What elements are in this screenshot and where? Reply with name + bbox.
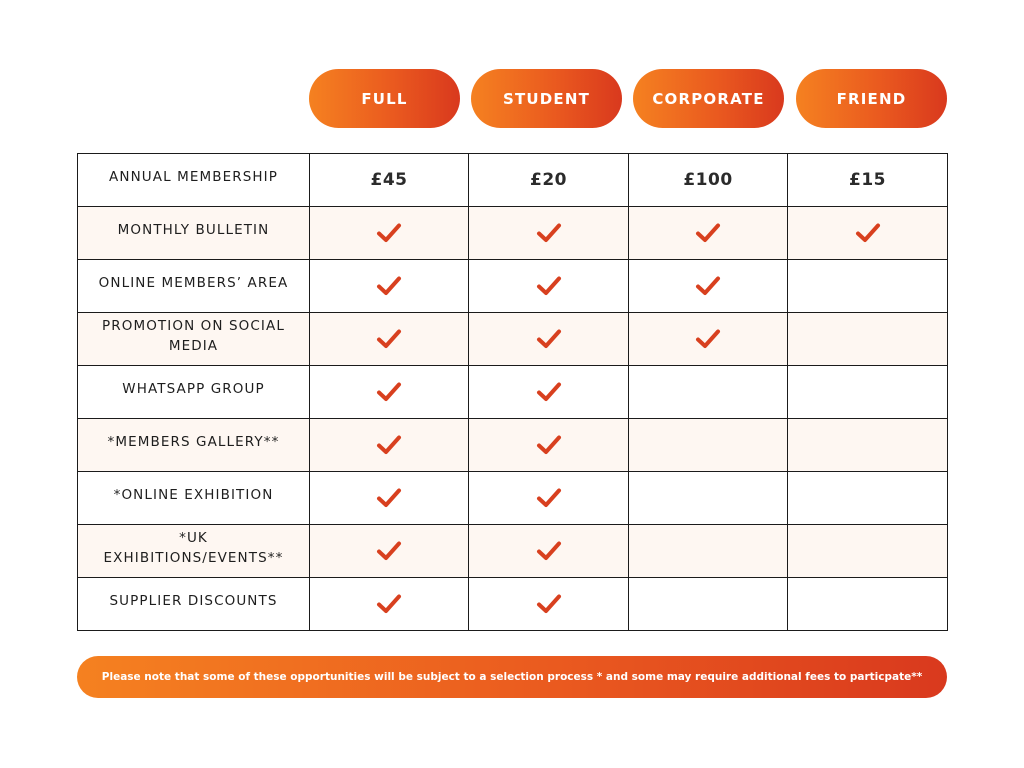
checkmark-icon — [695, 275, 721, 297]
benefit-cell-student — [469, 313, 629, 366]
checkmark-icon — [376, 540, 402, 562]
footnote-bar — [77, 656, 947, 698]
benefit-cell-student — [469, 525, 629, 578]
benefit-cell-corporate — [629, 419, 788, 472]
benefit-cell-full — [310, 313, 469, 366]
benefit-cell-student — [469, 578, 629, 631]
benefit-cell-friend — [788, 366, 948, 419]
benefit-row — [78, 419, 948, 472]
price-cell-corporate — [629, 154, 788, 207]
checkmark-icon — [536, 540, 562, 562]
benefit-cell-friend — [788, 419, 948, 472]
benefit-cell-friend — [788, 578, 948, 631]
benefit-cell-full — [310, 419, 469, 472]
benefit-row — [78, 366, 948, 419]
benefit-cell-corporate — [629, 578, 788, 631]
benefit-label: WHATSAPP GROUP — [122, 381, 265, 397]
benefit-cell-corporate — [629, 366, 788, 419]
benefit-label: *UK EXHIBITIONS/EVENTS** — [103, 530, 284, 566]
benefit-cell-friend — [788, 472, 948, 525]
benefit-label: MONTHLY BULLETIN — [117, 222, 270, 238]
footnote-text: Please note that some of these opportunities will be subject to a selection process * and some may require additional fees to particpate** — [101, 671, 923, 683]
benefit-cell-student — [469, 472, 629, 525]
table-body — [78, 154, 948, 631]
row-label-cell — [78, 578, 310, 631]
checkmark-icon — [376, 275, 402, 297]
row-label-cell — [78, 154, 310, 207]
price-cell-friend — [788, 154, 948, 207]
membership-comparison-table — [77, 153, 948, 631]
benefit-cell-full — [310, 472, 469, 525]
checkmark-icon — [536, 381, 562, 403]
row-label-cell — [78, 419, 310, 472]
checkmark-icon — [536, 434, 562, 456]
benefit-cell-student — [469, 419, 629, 472]
benefit-label: ONLINE MEMBERS’ AREA — [98, 275, 289, 291]
checkmark-icon — [376, 222, 402, 244]
checkmark-icon — [376, 328, 402, 350]
benefit-row — [78, 525, 948, 578]
checkmark-icon — [536, 328, 562, 350]
benefit-cell-corporate — [629, 207, 788, 260]
benefit-row — [78, 472, 948, 525]
benefit-cell-student — [469, 207, 629, 260]
benefit-cell-corporate — [629, 260, 788, 313]
checkmark-icon — [376, 434, 402, 456]
price-full: £45 — [370, 170, 408, 190]
benefit-label: SUPPLIER DISCOUNTS — [109, 593, 278, 609]
checkmark-icon — [695, 328, 721, 350]
price-cell-full — [310, 154, 469, 207]
benefit-cell-student — [469, 260, 629, 313]
benefit-row — [78, 313, 948, 366]
price-student: £20 — [530, 170, 567, 190]
tier-header-student: STUDENT — [471, 69, 622, 128]
checkmark-icon — [536, 593, 562, 615]
benefit-cell-student — [469, 366, 629, 419]
checkmark-icon — [376, 381, 402, 403]
checkmark-icon — [536, 487, 562, 509]
price-friend: £15 — [849, 170, 886, 190]
row-label-cell — [78, 366, 310, 419]
benefit-cell-full — [310, 578, 469, 631]
benefit-label: PROMOTION ON SOCIAL MEDIA — [102, 318, 285, 354]
tier-header-corporate: CORPORATE — [633, 69, 784, 128]
benefit-row — [78, 207, 948, 260]
benefit-cell-full — [310, 260, 469, 313]
checkmark-icon — [376, 487, 402, 509]
benefit-row — [78, 260, 948, 313]
benefit-cell-friend — [788, 260, 948, 313]
benefit-cell-full — [310, 207, 469, 260]
price-cell-student — [469, 154, 629, 207]
price-corporate: £100 — [683, 170, 733, 190]
checkmark-icon — [536, 222, 562, 244]
tier-header-friend: FRIEND — [796, 69, 947, 128]
benefit-cell-friend — [788, 207, 948, 260]
benefit-label: *MEMBERS GALLERY** — [107, 434, 280, 450]
annual-membership-label: ANNUAL MEMBERSHIP — [109, 169, 278, 185]
checkmark-icon — [376, 593, 402, 615]
benefit-cell-corporate — [629, 472, 788, 525]
row-label-cell — [78, 313, 310, 366]
benefit-cell-friend — [788, 525, 948, 578]
benefit-label: *ONLINE EXHIBITION — [113, 487, 274, 503]
checkmark-icon — [536, 275, 562, 297]
benefit-cell-full — [310, 525, 469, 578]
tier-header-full: FULL — [309, 69, 460, 128]
annual-membership-row — [78, 154, 948, 207]
benefit-cell-corporate — [629, 525, 788, 578]
row-label-cell — [78, 525, 310, 578]
benefit-cell-corporate — [629, 313, 788, 366]
benefit-row — [78, 578, 948, 631]
checkmark-icon — [695, 222, 721, 244]
benefit-cell-friend — [788, 313, 948, 366]
row-label-cell — [78, 207, 310, 260]
row-label-cell — [78, 260, 310, 313]
benefit-cell-full — [310, 366, 469, 419]
row-label-cell — [78, 472, 310, 525]
checkmark-icon — [855, 222, 881, 244]
